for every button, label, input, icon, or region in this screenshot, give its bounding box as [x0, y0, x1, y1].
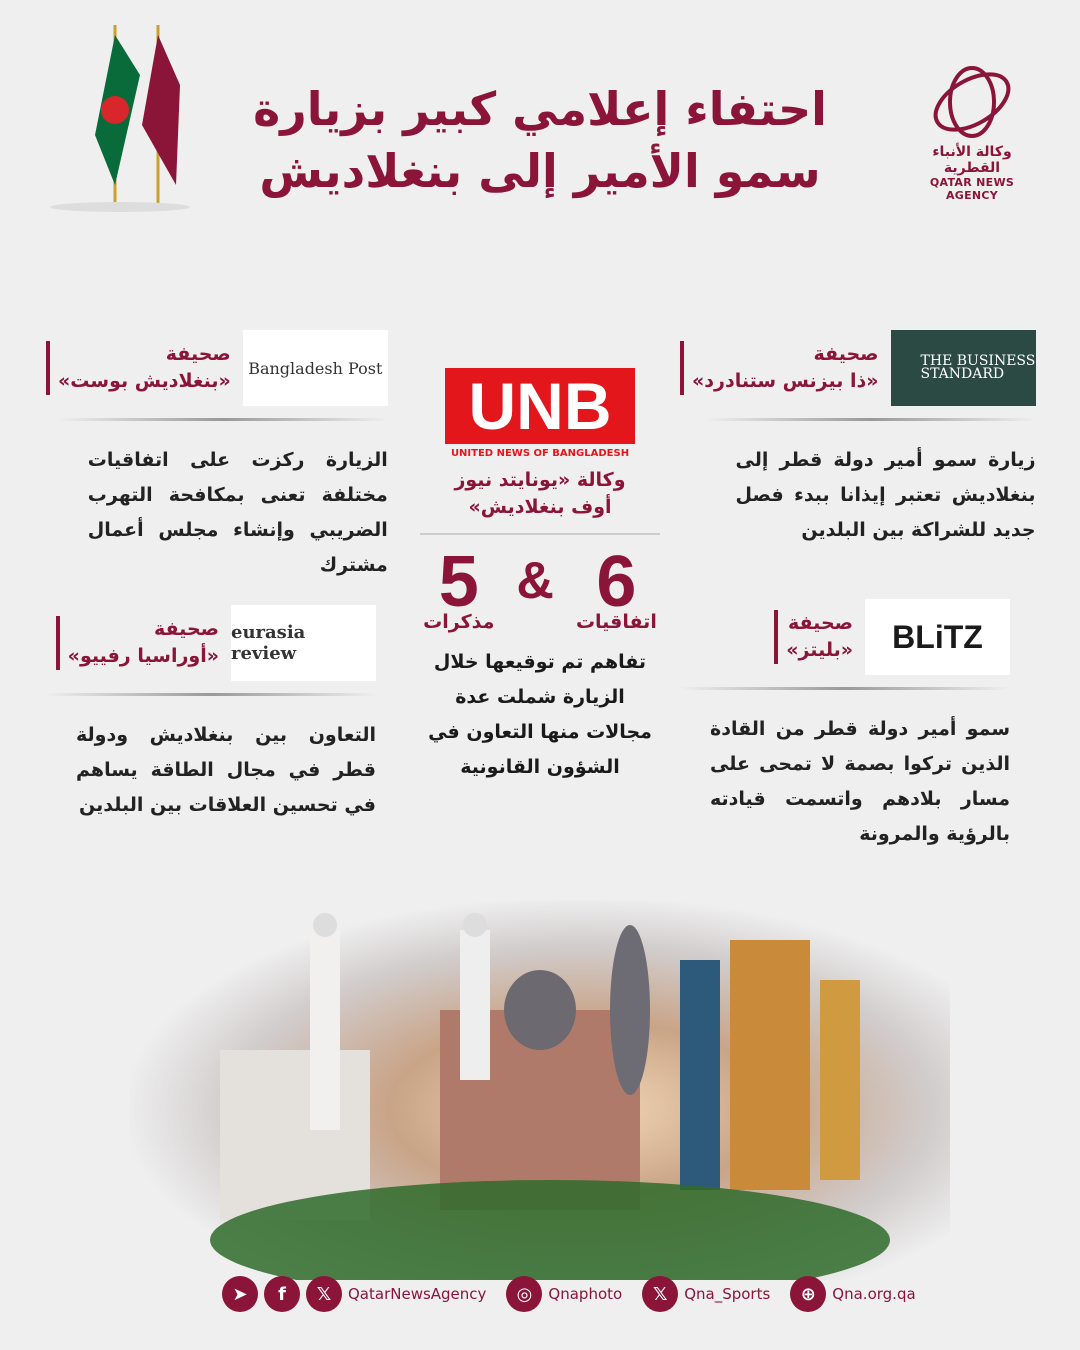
globe-icon[interactable]: ⊕: [790, 1276, 826, 1312]
card-text: سمو أمير دولة قطر من القادة الذين تركوا بصمة لا تمحى على مسار بلادهم واتسمت قيادته بالرؤية والمرونة: [710, 718, 1010, 845]
brand-logo: eurasia review: [231, 605, 376, 681]
instagram-icon[interactable]: ◎: [506, 1276, 542, 1312]
handle-qatarnewsagency[interactable]: QatarNewsAgency: [348, 1285, 487, 1303]
agreements-text: تفاهم تم توقيعها خلال الزيارة شملت عدة مجالات منها التعاون في الشؤون القانونية: [428, 651, 652, 778]
skyline-illustration: [130, 900, 950, 1280]
qna-emblem-icon: [922, 60, 1022, 140]
card-business-standard: THE BUSINESS STANDARD صحيفة «ذا بيزنس ستنادرد» زيارة سمو أمير دولة قطر إلى بنغلاديش تعتبر إيذانا ببدء فصل جديد للشراكة بين البلدين: [680, 328, 1036, 548]
social-footer: [222, 1276, 916, 1312]
handle-qnaphoto[interactable]: Qnaphoto: [548, 1285, 623, 1303]
telegram-icon[interactable]: ➤: [222, 1276, 258, 1312]
flags-illustration: [40, 15, 200, 215]
website-link[interactable]: Qna.org.qa: [832, 1285, 916, 1303]
card-text: زيارة سمو أمير دولة قطر إلى بنغلاديش تعتبر إيذانا ببدء فصل جديد للشراكة بين البلدين: [735, 449, 1036, 541]
brand-logo: Bangladesh Post: [243, 330, 388, 406]
card-bangladesh-post: Bangladesh Post صحيفة «بنغلاديش بوست» الزيارة ركزت على اتفاقيات مختلفة تعنى بمكافحة التهرب الضريبي وإنشاء مجلس أعمال مشترك: [46, 328, 388, 583]
card-eurasia-review: eurasia review صحيفة «أوراسيا رفييو» التعاون بين بنغلاديش ودولة قطر في مجال الطاقة يساهم في تحسين العلاقات بين البلدين: [46, 603, 376, 823]
brand-logo: BLiTZ: [865, 599, 1010, 675]
unb-block: UNB UNITED NEWS OF BANGLADESH وكالة «يونايتد نيوز أوف بنغلاديش» 6 اتفاقيات & 5 مذكرات تفاهم تم توقيعها خلال الزيارة شملت عدة مجالات منها التعاون في الشؤون القانونية: [420, 368, 660, 785]
page-title: احتفاء إعلامي كبير بزيارة سمو الأمير إلى بنغلاديش: [253, 82, 827, 198]
card-text: التعاون بين بنغلاديش ودولة قطر في مجال الطاقة يساهم في تحسين العلاقات بين البلدين: [76, 724, 376, 816]
x-icon[interactable]: 𝕏: [306, 1276, 342, 1312]
card-blitz: BLiTZ صحيفة «بليتز» سمو أمير دولة قطر من القادة الذين تركوا بصمة لا تمحى على مسار بلادهم واتسمت قيادته بالرؤية والمرونة: [680, 597, 1010, 852]
handle-qna-sports[interactable]: Qna_Sports: [684, 1285, 771, 1303]
unb-logo: UNB: [445, 368, 635, 444]
brand-logo: THE BUSINESS STANDARD: [891, 330, 1036, 406]
qna-logo: وكالة الأنباء القطرية QATAR NEWS AGENCY: [902, 60, 1042, 202]
card-text: الزيارة ركزت على اتفاقيات مختلفة تعنى بمكافحة التهرب الضريبي وإنشاء مجلس أعمال مشترك: [87, 449, 388, 576]
facebook-icon[interactable]: f: [264, 1276, 300, 1312]
unb-label: وكالة «يونايتد نيوز أوف بنغلاديش»: [454, 469, 626, 518]
x-icon[interactable]: 𝕏: [642, 1276, 678, 1312]
